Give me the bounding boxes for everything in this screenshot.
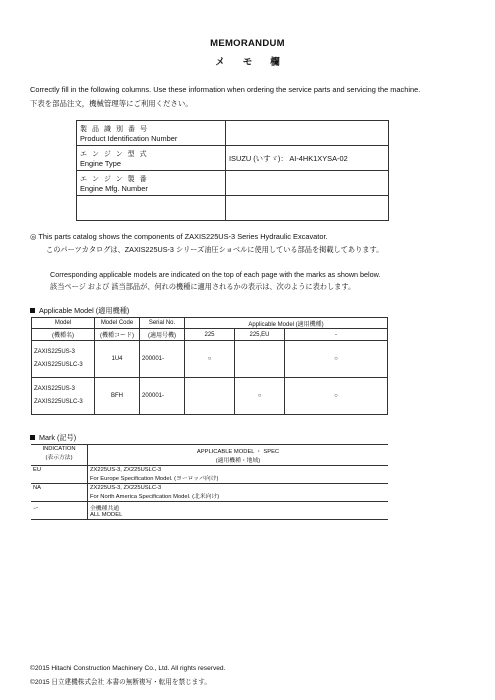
page-title-jp: メモ欄 — [215, 57, 298, 68]
catalog-description-jp: このパーツカタログは、ZAXIS225US-3 シリーズ油圧ショベルに使用している部品を掲載してあります。 — [46, 245, 384, 254]
id-label-jp: 製品識別番号 — [80, 125, 152, 133]
indication-label-jp: (表示方法) — [45, 455, 73, 461]
indication-cell: ー — [31, 502, 88, 520]
col-header-code-jp: (機種コード) — [95, 329, 140, 341]
corresponding-models-en: Corresponding applicable models are indicated on the top of each page with the marks as shown below. — [50, 270, 381, 279]
corresponding-models-jp: 該当ページ および 該当部品が、何れの機種に適用されるかの表示は、次のように表わします。 — [50, 282, 356, 291]
spec-line: For North America Specification Model. (北米向け) — [90, 494, 220, 500]
spec-cell — [88, 484, 389, 502]
id-label — [77, 196, 226, 221]
indication-cell: NA — [31, 484, 88, 502]
engine-type-value: ISUZU (いすゞ)： AI-4HK1XYSA-02 — [226, 146, 389, 171]
id-label-en: Engine Type — [80, 158, 121, 168]
col-header-model: Model — [32, 318, 95, 329]
copyright-jp: ©2015 日立建機株式会社 本書の無断複写・転用を禁じます。 — [30, 679, 211, 686]
col-header-model-jp: (機種名) — [32, 329, 95, 341]
mark-heading — [30, 433, 76, 443]
col-header-225eu: 225,EU — [235, 329, 285, 341]
model-cell — [32, 378, 95, 415]
table-header-row — [32, 329, 388, 341]
model-code-cell: 1U4 — [95, 341, 140, 378]
model-name: ZAXIS225US-3 — [34, 349, 76, 355]
spec-label: APPLICABLE MODEL ・ SPEC — [196, 449, 280, 455]
mark-dash-cell: ○ — [285, 378, 388, 415]
serial-cell: 200001- — [140, 341, 185, 378]
intro-text-jp: 下表を部品注文，機械管理等にご利用ください。 — [30, 99, 193, 108]
catalog-description-en: ◎ This parts catalog shows the components of ZAXIS225US-3 Series Hydraulic Excavator. — [30, 232, 328, 241]
id-label-en: Product Identification Number — [80, 133, 178, 143]
spec-cell — [88, 466, 389, 484]
spec-cell — [88, 502, 389, 520]
indication-label: INDICATION — [42, 446, 76, 452]
spec-line: ZX225US-3, ZX225USLC-3 — [90, 467, 162, 473]
mark-heading-text: Mark (記号) — [39, 433, 77, 442]
col-header-code: Model Code — [95, 318, 140, 329]
id-label — [77, 171, 226, 196]
col-header-dash: - — [285, 329, 388, 341]
id-value-field[interactable] — [226, 121, 389, 146]
mark-225-cell — [185, 378, 235, 415]
id-label — [77, 146, 226, 171]
spec-line: ALL MODEL — [90, 512, 123, 518]
model-code-cell: BFH — [95, 378, 140, 415]
mark-225eu-cell — [235, 341, 285, 378]
col-header-spec — [88, 445, 389, 466]
serial-cell: 200001- — [140, 378, 185, 415]
intro-text-en: Correctly fill in the following columns. Use these information when ordering the service parts and servicing the machine. — [30, 85, 421, 94]
indication-cell: EU — [31, 466, 88, 484]
applicable-model-table — [31, 317, 388, 415]
id-label-en: Engine Mfg. Number — [80, 183, 148, 193]
id-label-jp: エンジン型式 — [80, 150, 152, 158]
square-bullet-icon — [30, 308, 35, 313]
applicable-model-heading-text: Applicable Model (適用機種) — [39, 306, 130, 315]
table-row — [31, 466, 388, 484]
spec-line: For Europe Specification Model. (ヨーロッパ向け) — [90, 476, 219, 482]
table-header-row — [31, 445, 388, 466]
table-row — [77, 171, 389, 196]
model-name: ZAXIS225USLC-3 — [34, 362, 83, 368]
id-value-field[interactable] — [226, 171, 389, 196]
table-header-row — [32, 318, 388, 329]
table-row — [32, 378, 388, 415]
table-row — [77, 196, 389, 221]
mark-225eu-cell: ○ — [235, 378, 285, 415]
table-row — [31, 484, 388, 502]
spec-line: ZX225US-3, ZX225USLC-3 — [90, 485, 162, 491]
id-value-field[interactable] — [226, 196, 389, 221]
table-row — [32, 341, 388, 378]
col-header-serial: Serial No. — [140, 318, 185, 329]
mark-dash-cell: ○ — [285, 341, 388, 378]
col-header-225: 225 — [185, 329, 235, 341]
table-row — [31, 502, 388, 520]
id-label — [77, 121, 226, 146]
col-header-indication — [31, 445, 88, 466]
mark-table — [31, 444, 388, 520]
square-bullet-icon — [30, 435, 35, 440]
id-label-jp: エンジン製番 — [80, 175, 152, 183]
identification-table — [76, 120, 389, 221]
spec-label-jp: (適用機種・地域) — [215, 458, 261, 464]
page-title: MEMORANDUM — [210, 38, 285, 49]
model-name: ZAXIS225US-3 — [34, 386, 76, 392]
copyright-en: ©2015 Hitachi Construction Machinery Co., Ltd. All rights reserved. — [30, 665, 226, 672]
table-row — [77, 121, 389, 146]
col-header-applicable: Applicable Model (適用機種) — [185, 318, 388, 329]
applicable-model-heading — [30, 306, 129, 316]
mark-225-cell: ○ — [185, 341, 235, 378]
spec-line: 全機種共通 — [90, 506, 119, 512]
model-name: ZAXIS225USLC-3 — [34, 399, 83, 405]
table-row — [77, 146, 389, 171]
col-header-serial-jp: (適用号機) — [140, 329, 185, 341]
model-cell — [32, 341, 95, 378]
